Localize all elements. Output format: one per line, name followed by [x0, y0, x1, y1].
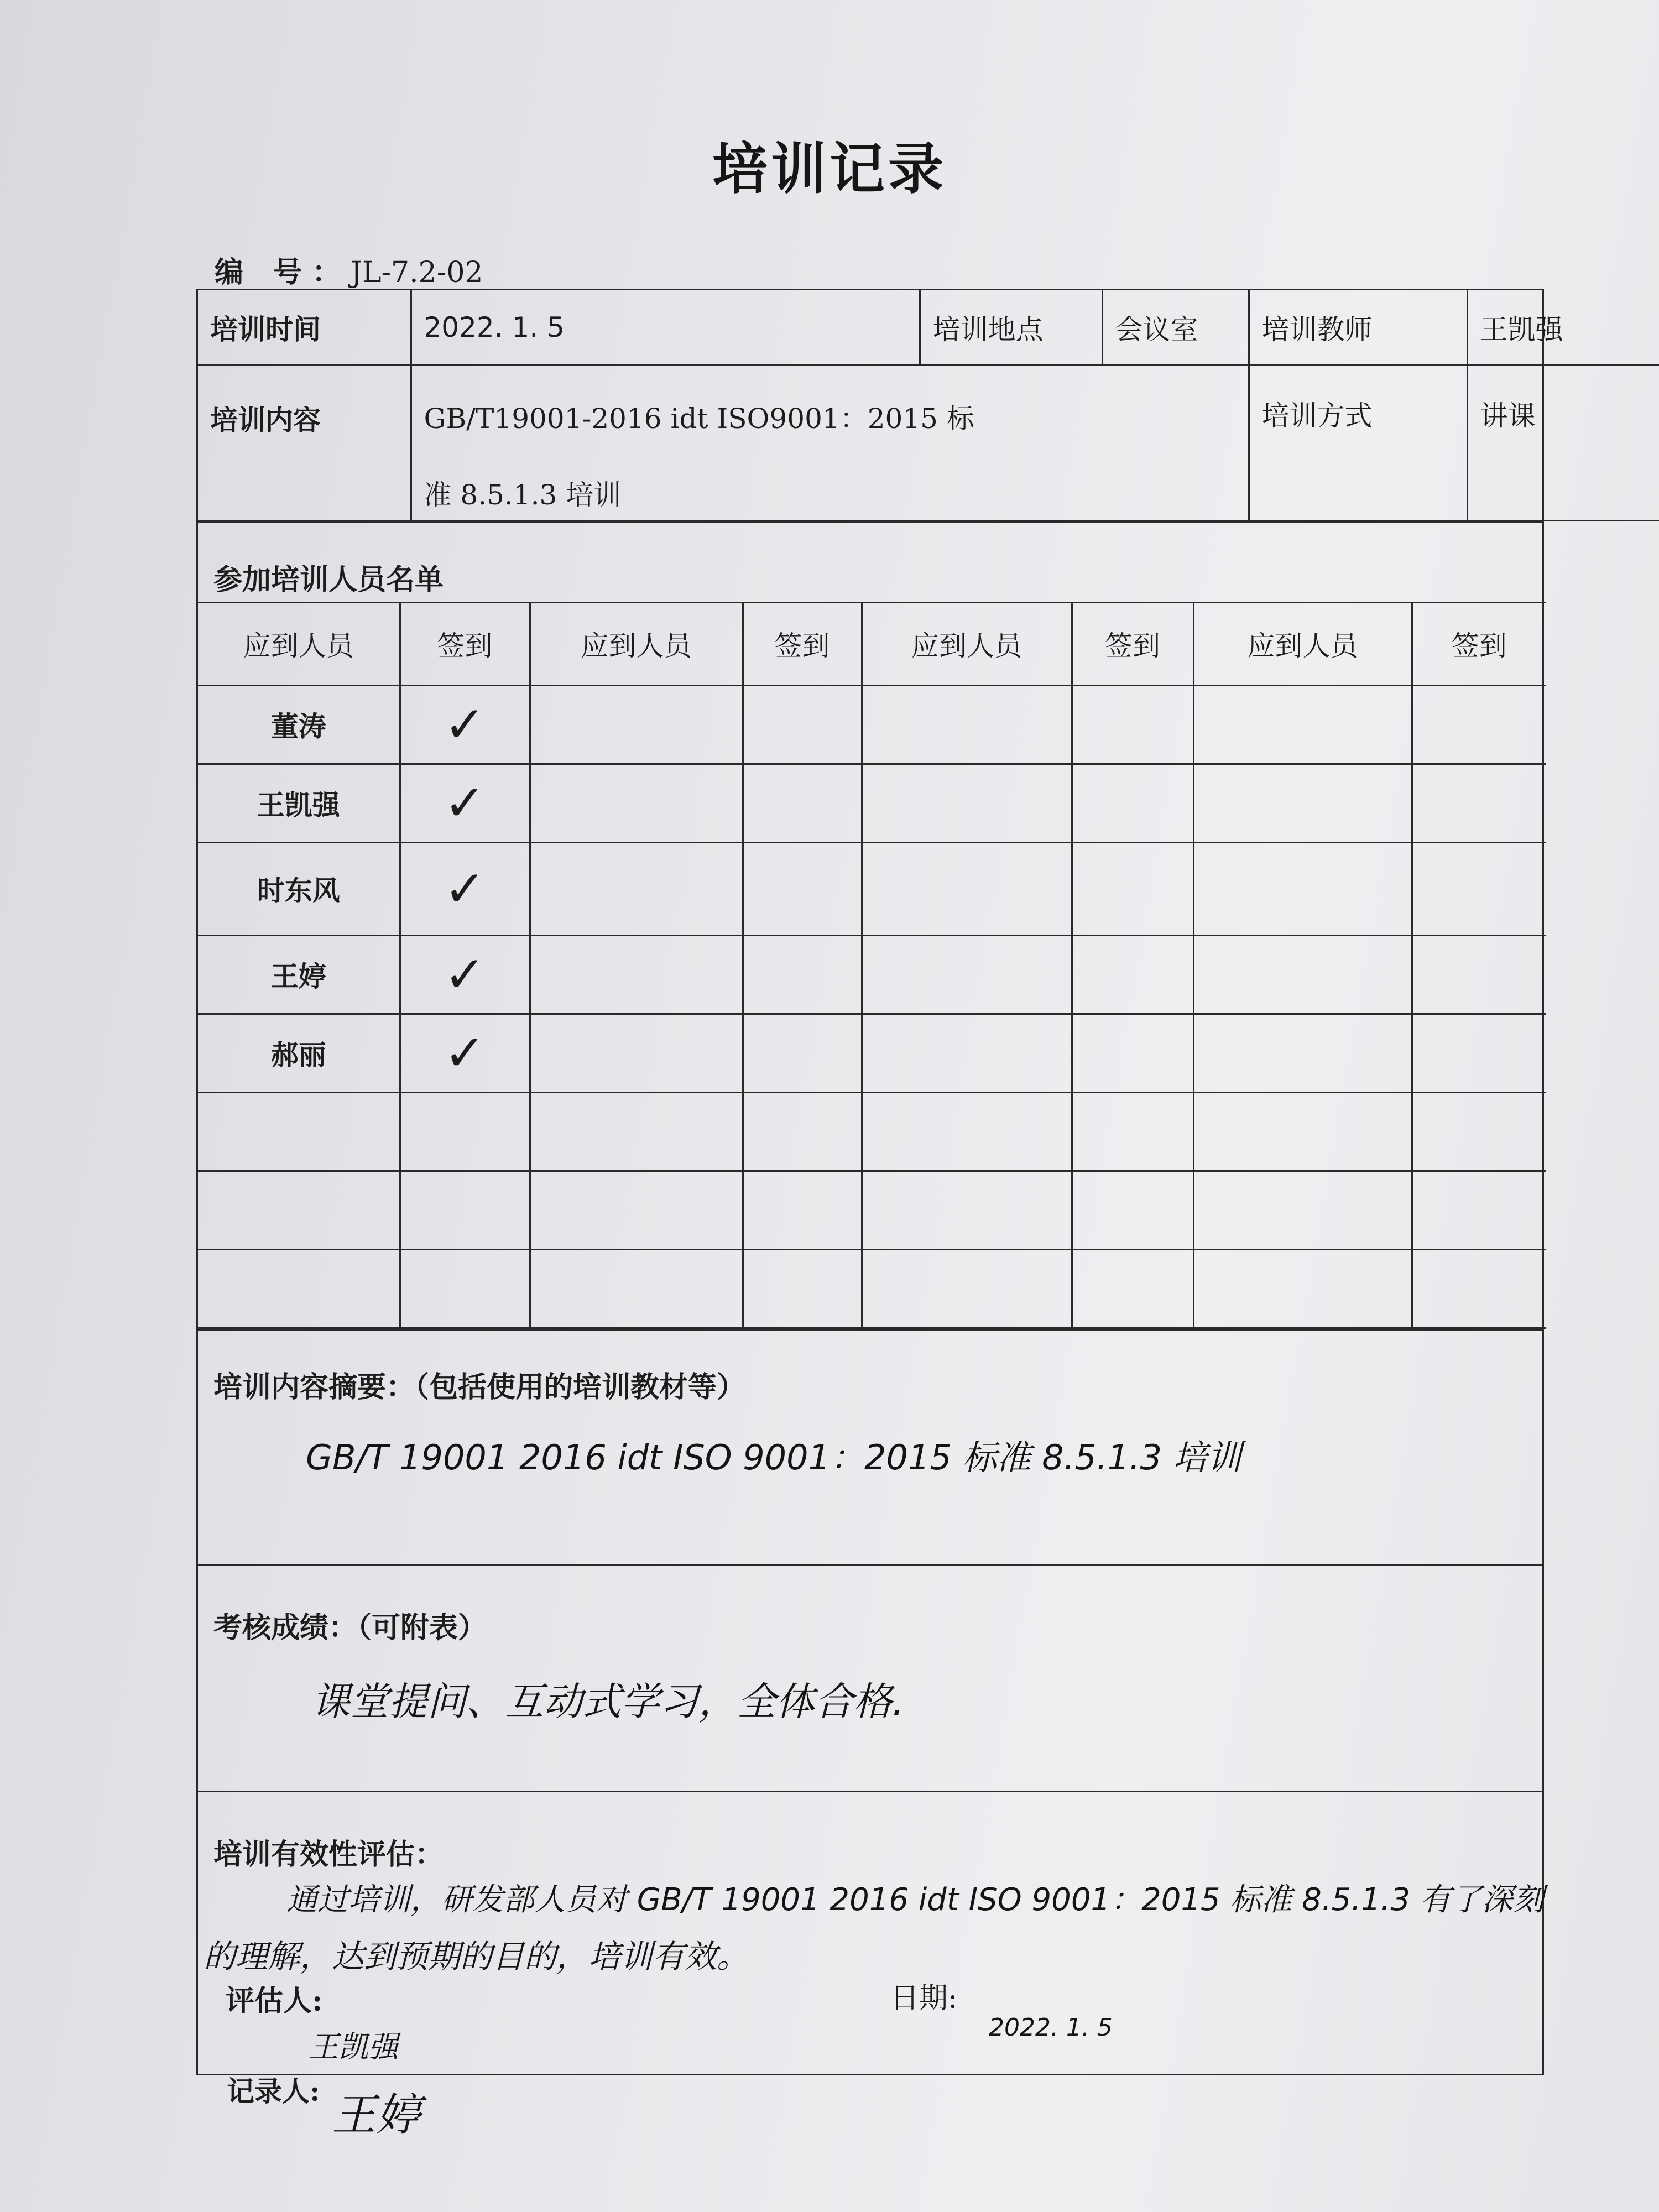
header-sign-3: 签到 [1072, 602, 1193, 685]
place-value: 会议室 [1102, 290, 1249, 365]
checkmark-icon: ✓ [400, 764, 530, 842]
time-label: 培训时间 [198, 290, 411, 365]
evaluation-line1: 通过培训，研发部人员对 GB/T 19001 2016 idt ISO 9001：2015 标准 8.5.1.3 有了深刻 [286, 1881, 1544, 1918]
evaluator-signature: 王凯强 [309, 2029, 398, 2064]
table-row [198, 842, 1546, 935]
summary-section [198, 1329, 1542, 1564]
evaluation-label: 培训有效性评估： [213, 1837, 444, 1871]
table-row [198, 1092, 1546, 1171]
table-row [198, 935, 1546, 1014]
header-attendee-3: 应到人员 [862, 602, 1072, 685]
header-attendee-1: 应到人员 [198, 602, 400, 685]
code-value: JL-7.2-02 [351, 256, 483, 289]
content-value-line2: 准 8.5.1.3 培训 [424, 478, 622, 511]
header-sign-4: 签到 [1412, 602, 1546, 685]
attendance-table [198, 602, 1546, 1329]
checkmark-icon: ✓ [400, 842, 530, 935]
attendee-name [198, 1171, 400, 1249]
attendee-name [198, 1092, 400, 1171]
recorder-signature: 王婷 [332, 2089, 420, 2141]
info-table [198, 290, 1659, 521]
assessment-handwritten: 课堂提问、互动式学习，全体合格. [311, 1678, 905, 1724]
evaluator-label: 评估人: [226, 1984, 323, 2018]
checkmark-icon: ✓ [400, 935, 530, 1014]
table-row [198, 764, 1546, 842]
recorder-label: 记录人: [227, 2075, 320, 2107]
table-row [198, 1171, 1546, 1249]
checkmark-icon: ✓ [400, 685, 530, 764]
document-title: 培训记录 [712, 136, 947, 201]
header-attendee-4: 应到人员 [1193, 602, 1412, 685]
table-row [198, 1249, 1546, 1328]
attendee-name [198, 1249, 400, 1328]
place-label: 培训地点 [920, 290, 1102, 365]
attendee-name: 董涛 [198, 685, 400, 764]
attendance-title: 参加培训人员名单 [213, 562, 444, 597]
training-record-form [196, 289, 1563, 2075]
sign-cell [400, 1092, 530, 1171]
attendee-name: 王婷 [198, 935, 400, 1014]
attendee-name: 王凯强 [198, 764, 400, 842]
header-sign-1: 签到 [400, 602, 530, 685]
attendee-name: 郝丽 [198, 1014, 400, 1092]
header-sign-2: 签到 [743, 602, 862, 685]
summary-handwritten: GB/T 19001 2016 idt ISO 9001：2015 标准 8.5.1.3 培训 [306, 1437, 1241, 1478]
teacher-label: 培训教师 [1249, 290, 1467, 365]
checkmark-icon: ✓ [400, 1014, 530, 1092]
content-value-line1: GB/T19001-2016 idt ISO9001：2015 标 [424, 402, 974, 435]
table-row [198, 1014, 1546, 1092]
method-value: 讲课 [1467, 365, 1659, 520]
date-label: 日期: [890, 1981, 958, 2015]
evaluation-date: 2022. 1. 5 [989, 2013, 1113, 2042]
attendee-name: 时东风 [198, 842, 400, 935]
time-value: 2022. 1. 5 [411, 290, 920, 365]
table-row [198, 685, 1546, 764]
content-label: 培训内容 [198, 365, 411, 520]
attendance-section-header [198, 521, 1542, 602]
evaluation-line2: 的理解，达到预期的目的，培训有效。 [204, 1937, 749, 1975]
code-label: 编 号： [215, 255, 351, 289]
sign-cell [400, 1171, 530, 1249]
content-value [411, 365, 1249, 520]
document-code [215, 249, 483, 290]
evaluation-section [198, 1791, 1542, 2074]
assessment-label: 考核成绩：（可附表） [213, 1610, 487, 1645]
header-attendee-2: 应到人员 [530, 602, 743, 685]
method-label: 培训方式 [1249, 365, 1467, 520]
assessment-section [198, 1564, 1542, 1791]
summary-label: 培训内容摘要：（包括使用的培训教材等） [213, 1370, 746, 1404]
sign-cell [400, 1249, 530, 1328]
teacher-value: 王凯强 [1467, 290, 1659, 365]
